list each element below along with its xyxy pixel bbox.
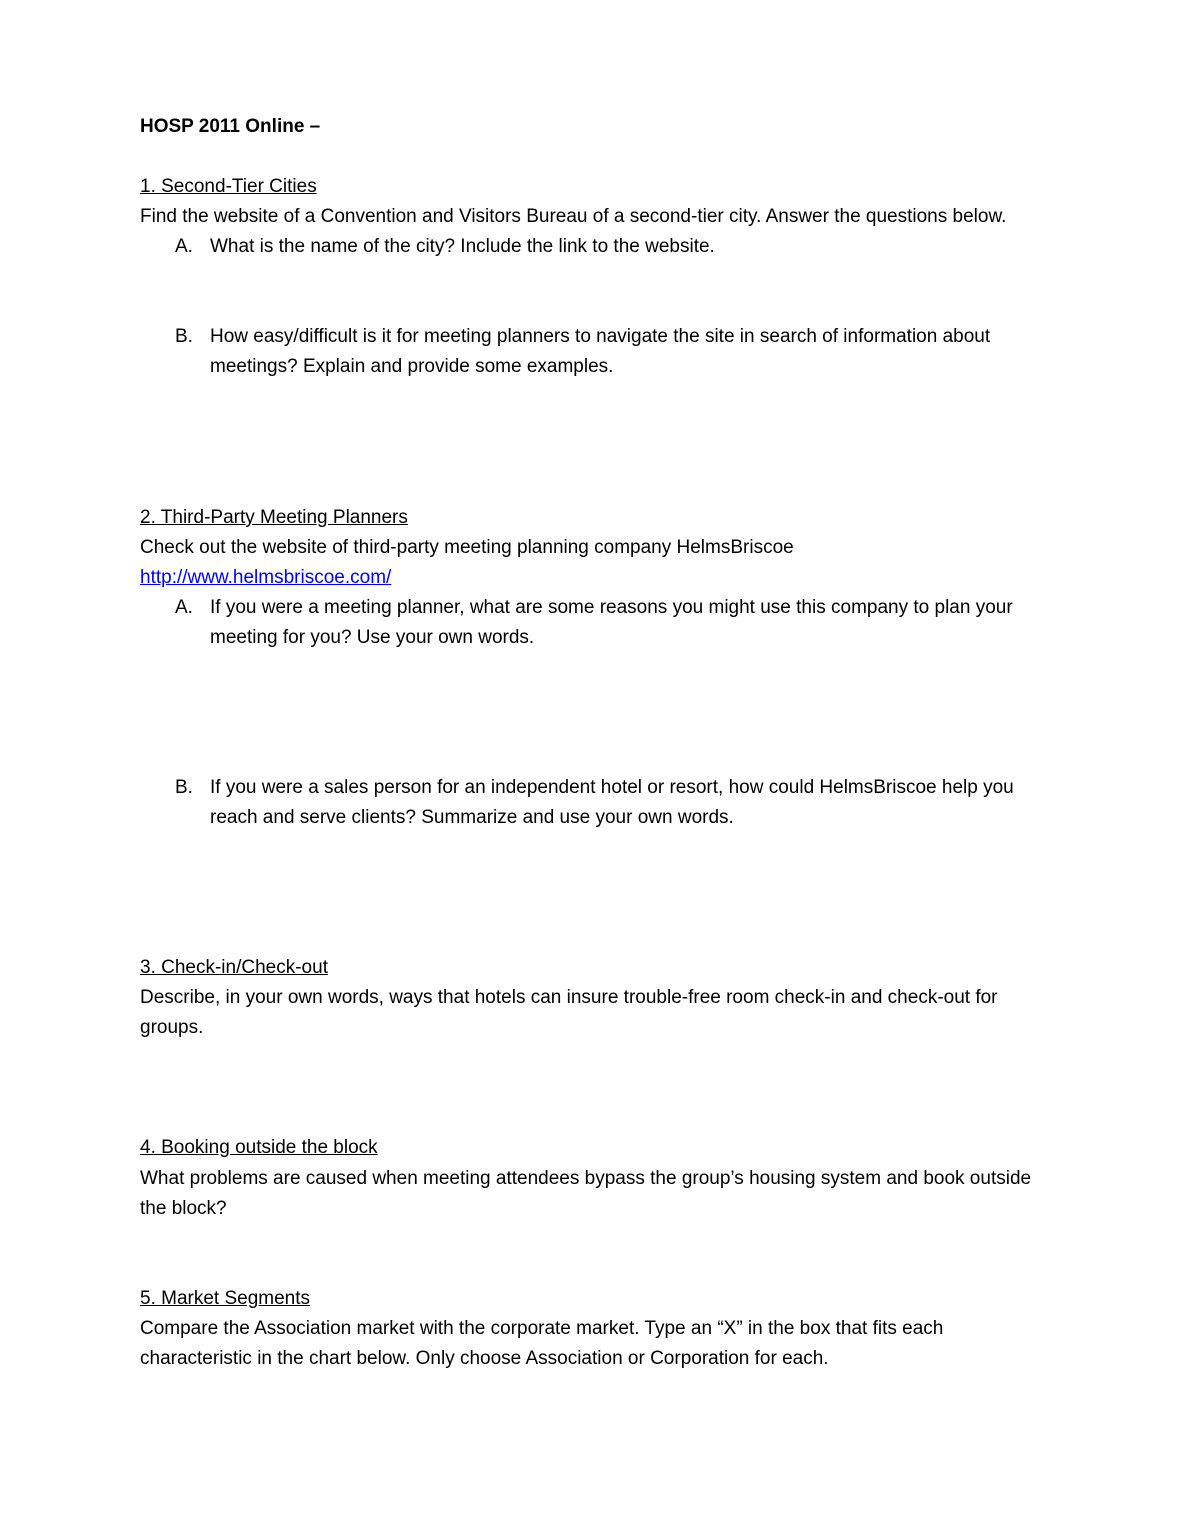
section-intro: Check out the website of third-party meeting planning company HelmsBriscoe [140,537,794,558]
list-marker: B. [175,326,193,347]
list-marker: A. [175,236,193,257]
section-heading-second-tier-cities: 1. Second-Tier Cities [140,176,317,197]
section-heading-market-segments: 5. Market Segments [140,1288,311,1309]
section-intro: Find the website of a Convention and Visitors Bureau of a second-tier city. Answer the questions below. [140,206,1007,227]
section-heading-booking-outside-block: 4. Booking outside the block [140,1137,378,1158]
question-item: How easy/difficult is it for meeting planners to navigate the site in search of information about meetings? Explain and provide some examples. [210,326,991,377]
helmsbriscoe-link[interactable]: http://www.helmsbriscoe.com/ [140,567,392,588]
list-marker: A. [175,597,193,618]
section-intro: Compare the Association market with the corporate market. Type an “X” in the box that fits each characteristic in the chart below. Only choose Association or Corporation for each. [140,1318,944,1369]
section-intro: Describe, in your own words, ways that hotels can insure trouble-free room check-in and check-out for groups. [140,987,998,1038]
section-heading-check-in-check-out: 3. Check-in/Check-out [140,957,328,978]
question-item: If you were a meeting planner, what are some reasons you might use this company to plan your meeting for you? Use your own words. [210,597,1013,648]
section-intro: What problems are caused when meeting attendees bypass the group’s housing system and book outside the block? [140,1168,1032,1219]
section-heading-third-party-meeting-planners: 2. Third-Party Meeting Planners [140,507,408,528]
list-marker: B. [175,777,193,798]
document-title: HOSP 2011 Online – [140,116,321,137]
question-item: What is the name of the city? Include the link to the website. [210,236,715,257]
question-item: If you were a sales person for an independent hotel or resort, how could HelmsBriscoe help you reach and serve clients? Summarize and use your own words. [210,777,1014,828]
